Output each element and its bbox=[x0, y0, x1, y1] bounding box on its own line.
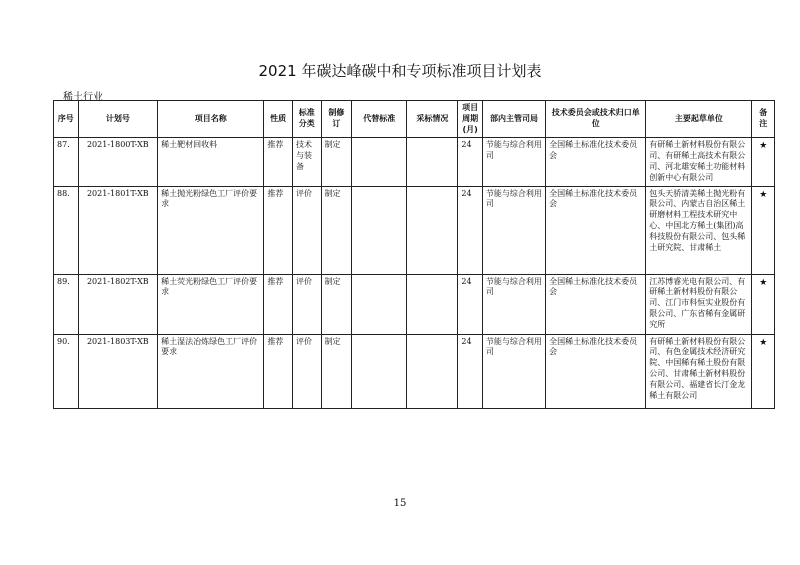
cell-dept: 节能与综合利用司 bbox=[482, 274, 545, 334]
cell-note: ★ bbox=[752, 334, 775, 408]
cell-period: 24 bbox=[458, 186, 483, 274]
cell-dept: 节能与综合利用司 bbox=[482, 186, 545, 274]
cell-committee: 全国稀土标准化技术委员会 bbox=[546, 138, 646, 186]
page-number: 15 bbox=[393, 498, 407, 509]
header-cell: 计划号 bbox=[78, 101, 158, 138]
cell-adoption bbox=[407, 274, 458, 334]
header-cell: 代替标准 bbox=[352, 101, 407, 138]
cell-revision: 制定 bbox=[321, 138, 352, 186]
cell-adoption bbox=[407, 334, 458, 408]
cell-plan: 2021-1802T-XB bbox=[78, 274, 158, 334]
cell-adoption bbox=[407, 186, 458, 274]
cell-nature: 推荐 bbox=[264, 274, 293, 334]
cell-category: 评价 bbox=[292, 334, 321, 408]
header-cell: 标准分类 bbox=[292, 101, 321, 138]
page-title: 2021 年碳达峰碳中和专项标准项目计划表 bbox=[258, 62, 542, 80]
cell-revision: 制定 bbox=[321, 274, 352, 334]
cell-drafters: 有研稀土新材料股份有限公司、有色金属技术经济研究院、中国稀有稀土股份有限公司、甘肃稀土新材料股份有限公司、福建省长汀金龙稀土有限公司 bbox=[646, 334, 752, 408]
cell-adoption bbox=[407, 138, 458, 186]
cell-category: 技术与装备 bbox=[292, 138, 321, 186]
cell-plan: 2021-1803T-XB bbox=[78, 334, 158, 408]
cell-committee: 全国稀土标准化技术委员会 bbox=[546, 334, 646, 408]
cell-drafters: 江苏博睿光电有限公司、有研稀土新材料股份有限公司、江门市科恒实业股份有限公司、广东省稀有金属研究所 bbox=[646, 274, 752, 334]
cell-plan: 2021-1800T-XB bbox=[78, 138, 158, 186]
table-row bbox=[54, 274, 775, 334]
header-cell: 性质 bbox=[264, 101, 293, 138]
cell-period: 24 bbox=[458, 138, 483, 186]
cell-note: ★ bbox=[752, 274, 775, 334]
cell-note: ★ bbox=[752, 186, 775, 274]
cell-period: 24 bbox=[458, 334, 483, 408]
header-cell: 部内主管司局 bbox=[482, 101, 545, 138]
cell-committee: 全国稀土标准化技术委员会 bbox=[546, 274, 646, 334]
cell-committee: 全国稀土标准化技术委员会 bbox=[546, 186, 646, 274]
cell-no: 89. bbox=[54, 274, 79, 334]
cell-category: 评价 bbox=[292, 186, 321, 274]
cell-no: 90. bbox=[54, 334, 79, 408]
header-cell: 技术委员会或技术归口单位 bbox=[546, 101, 646, 138]
cell-name: 稀土抛光粉绿色工厂评价要求 bbox=[158, 186, 264, 274]
cell-revision: 制定 bbox=[321, 186, 352, 274]
cell-dept: 节能与综合利用司 bbox=[482, 334, 545, 408]
header-cell: 采标情况 bbox=[407, 101, 458, 138]
section-label: 稀土行业 bbox=[63, 92, 103, 103]
header-cell: 制修订 bbox=[321, 101, 352, 138]
cell-drafters: 包头天骄清美稀土抛光粉有限公司、内蒙古自治区稀土研磨材料工程技术研究中心、中国北方稀土(集团)高科技股份有限公司、包头稀土研究院、甘肃稀土 bbox=[646, 186, 752, 274]
cell-plan: 2021-1801T-XB bbox=[78, 186, 158, 274]
cell-replaces bbox=[352, 138, 407, 186]
cell-revision: 制定 bbox=[321, 334, 352, 408]
table-row bbox=[54, 138, 775, 186]
cell-nature: 推荐 bbox=[264, 334, 293, 408]
header-cell: 项目周期(月) bbox=[458, 101, 483, 138]
cell-nature: 推荐 bbox=[264, 186, 293, 274]
header-cell: 主要起草单位 bbox=[646, 101, 752, 138]
table-row bbox=[54, 334, 775, 408]
cell-replaces bbox=[352, 186, 407, 274]
cell-no: 88. bbox=[54, 186, 79, 274]
cell-drafters: 有研稀土新材料股份有限公司、有研稀土高技术有限公司、河北雄安稀土功能材料创新中心有限公司 bbox=[646, 138, 752, 186]
table-row bbox=[54, 186, 775, 274]
cell-replaces bbox=[352, 274, 407, 334]
cell-category: 评价 bbox=[292, 274, 321, 334]
header-cell: 备注 bbox=[752, 101, 775, 138]
cell-no: 87. bbox=[54, 138, 79, 186]
cell-period: 24 bbox=[458, 274, 483, 334]
cell-name: 稀土荧光粉绿色工厂评价要求 bbox=[158, 274, 264, 334]
header-cell: 序号 bbox=[54, 101, 79, 138]
plan-table bbox=[53, 100, 775, 409]
cell-name: 稀土靶材回收料 bbox=[158, 138, 264, 186]
cell-dept: 节能与综合利用司 bbox=[482, 138, 545, 186]
table-header-row bbox=[54, 101, 775, 138]
cell-nature: 推荐 bbox=[264, 138, 293, 186]
header-cell: 项目名称 bbox=[158, 101, 264, 138]
cell-replaces bbox=[352, 334, 407, 408]
cell-name: 稀土湿法冶炼绿色工厂评价要求 bbox=[158, 334, 264, 408]
cell-note: ★ bbox=[752, 138, 775, 186]
